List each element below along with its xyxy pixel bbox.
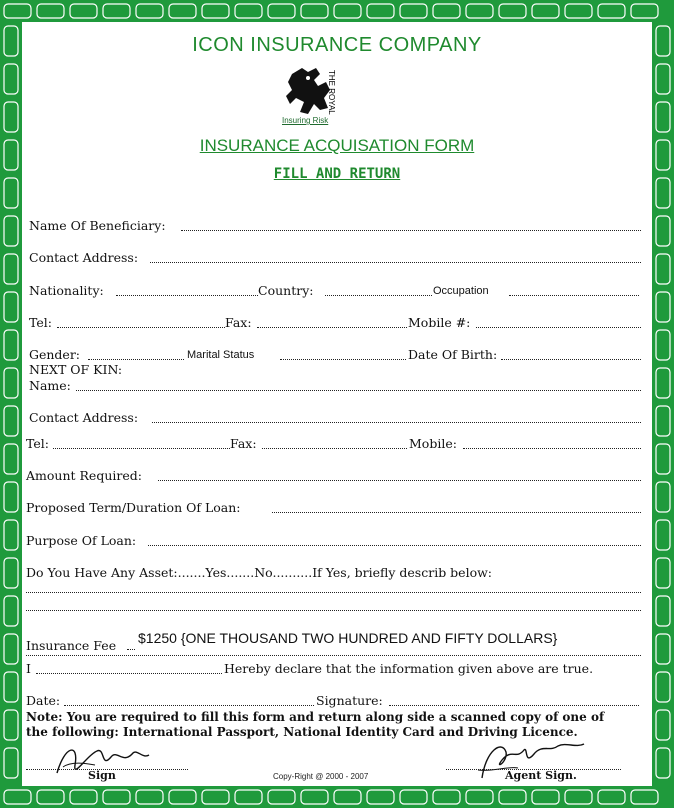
insurance-fee-dots bbox=[127, 649, 135, 650]
declaration-i: I bbox=[26, 661, 31, 676]
country-label: Country: bbox=[258, 283, 314, 298]
logo-royal-text: THE ROYAL bbox=[327, 70, 336, 115]
kin-tel-label: Tel: bbox=[26, 436, 49, 451]
nationality-label: Nationality: bbox=[29, 283, 104, 298]
kin-name-field[interactable] bbox=[76, 390, 641, 391]
asset-description-line-2[interactable] bbox=[26, 610, 641, 611]
kin-mobile-field[interactable] bbox=[463, 448, 641, 449]
insurance-fee-underline bbox=[26, 655, 641, 656]
signature-label: Signature: bbox=[316, 693, 383, 708]
company-name: ICON INSURANCE COMPANY bbox=[192, 34, 482, 56]
proposed-term-label: Proposed Term/Duration Of Loan: bbox=[26, 500, 241, 515]
insurance-fee-label: Insurance Fee bbox=[26, 638, 117, 653]
kin-mobile-label: Mobile: bbox=[409, 436, 457, 451]
country-field[interactable] bbox=[325, 295, 432, 296]
mobile-label: Mobile #: bbox=[408, 315, 471, 330]
proposed-term-field[interactable] bbox=[272, 512, 641, 513]
mobile-field[interactable] bbox=[476, 327, 641, 328]
fax-label: Fax: bbox=[225, 315, 252, 330]
kin-name-label: Name: bbox=[29, 378, 71, 393]
asset-question: Do You Have Any Asset:.......Yes.......No..........If Yes, briefly describ below: bbox=[26, 565, 493, 580]
date-field[interactable] bbox=[64, 705, 314, 706]
occupation-label: Occupation bbox=[433, 285, 489, 297]
tel-field[interactable] bbox=[57, 327, 225, 328]
fax-field[interactable] bbox=[257, 327, 407, 328]
marital-status-field[interactable] bbox=[280, 359, 406, 360]
amount-required-label: Amount Required: bbox=[26, 468, 142, 483]
logo-caption: Insuring Risk bbox=[282, 116, 329, 125]
purpose-field[interactable] bbox=[148, 545, 641, 546]
declarant-name-field[interactable] bbox=[36, 673, 222, 674]
nationality-field[interactable] bbox=[116, 295, 258, 296]
kin-fax-field[interactable] bbox=[262, 448, 407, 449]
kin-fax-label: Fax: bbox=[230, 436, 257, 451]
kin-tel-field[interactable] bbox=[53, 448, 230, 449]
tel-label: Tel: bbox=[29, 315, 52, 330]
declaration-text: Hereby declare that the information given above are true. bbox=[224, 661, 594, 676]
note-line-1: Note: You are required to fill this form and return along side a scanned copy of one of bbox=[26, 710, 605, 724]
date-label: Date: bbox=[26, 693, 61, 708]
next-of-kin-heading: NEXT OF KIN: bbox=[29, 362, 123, 377]
beneficiary-label: Name Of Beneficiary: bbox=[29, 218, 166, 233]
contact-address-field[interactable] bbox=[150, 262, 641, 263]
dob-label: Date Of Birth: bbox=[408, 347, 498, 362]
contact-address-label: Contact Address: bbox=[29, 250, 139, 265]
signature-field[interactable] bbox=[389, 705, 639, 706]
note-line-2: the following: International Passport, National Identity Card and Driving Licence. bbox=[26, 725, 578, 739]
purpose-label: Purpose Of Loan: bbox=[26, 533, 137, 548]
copyright: Copy-Right @ 2000 - 2007 bbox=[273, 772, 369, 781]
agent-sign-label: Agent Sign. bbox=[505, 769, 577, 782]
amount-required-field[interactable] bbox=[158, 480, 641, 481]
kin-address-label: Contact Address: bbox=[29, 410, 139, 425]
kin-address-field[interactable] bbox=[152, 422, 641, 423]
dob-field[interactable] bbox=[501, 359, 641, 360]
insurance-fee-value: $1250 {ONE THOUSAND TWO HUNDRED AND FIFTY DOLLARS} bbox=[138, 630, 558, 646]
form-title: INSURANCE ACQUISATION FORM bbox=[199, 136, 475, 155]
form-subtitle: FILL AND RETURN bbox=[273, 166, 401, 182]
beneficiary-field[interactable] bbox=[181, 230, 641, 231]
asset-description-line-1[interactable] bbox=[26, 592, 641, 593]
gender-field[interactable] bbox=[88, 359, 184, 360]
gender-label: Gender: bbox=[29, 347, 81, 362]
marital-status-label: Marital Status bbox=[187, 349, 255, 361]
sign-label: Sign bbox=[88, 769, 116, 782]
occupation-field[interactable] bbox=[509, 295, 639, 296]
